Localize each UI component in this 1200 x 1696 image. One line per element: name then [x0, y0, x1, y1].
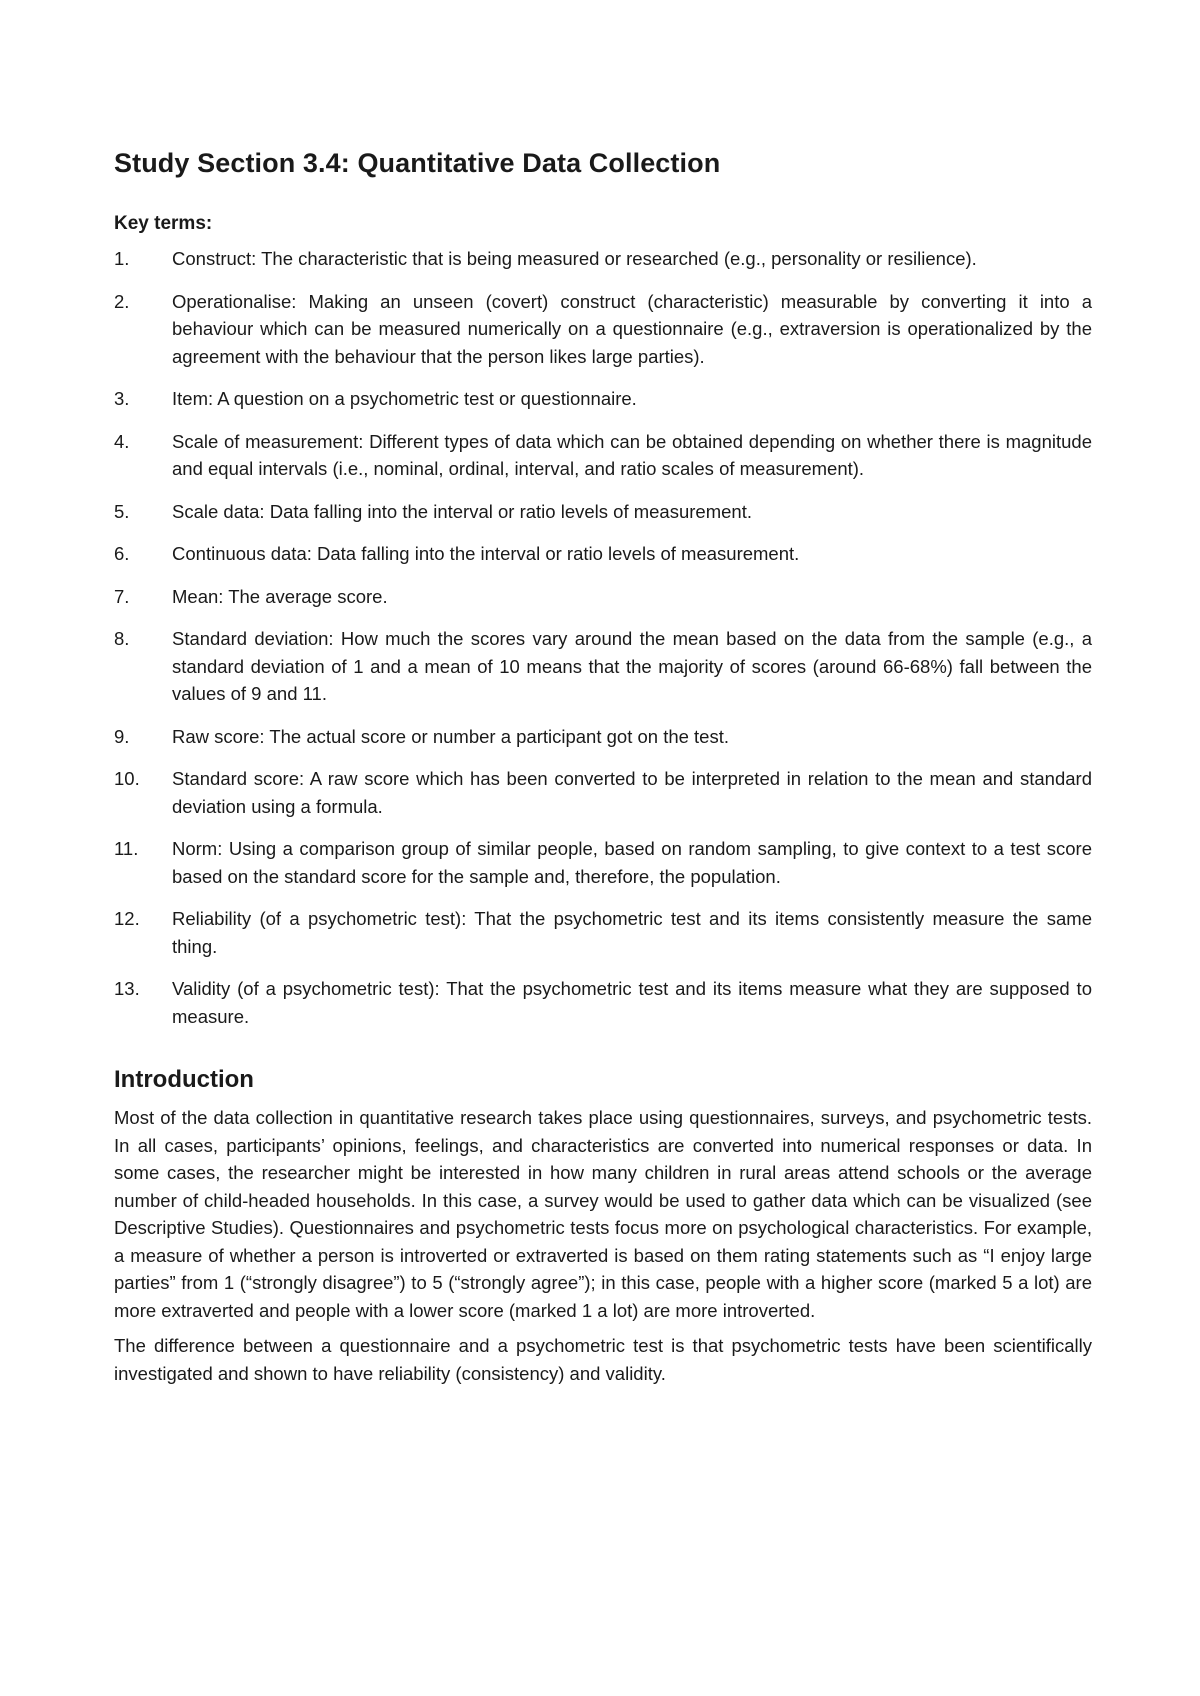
- term-text: Scale data: Data falling into the interval or ratio levels of measurement.: [172, 500, 752, 522]
- term-number: 8.: [114, 628, 130, 649]
- term-number: 13.: [114, 978, 140, 999]
- term-text: Mean: The average score.: [172, 585, 388, 607]
- term-number: 3.: [114, 388, 130, 409]
- intro-paragraph: Most of the data collection in quantitative research takes place using questionnaires, surveys, and psychometric tests. In all cases, participants’ opinions, feelings, and characteristics are converted into numerical responses or data. In some cases, the researcher might be interested in how many children in rural areas attend schools or the average number of child-headed households. In this case, a survey would be used to gather data which can be visualized (see Descriptive Studies). Questionnaires and psychometric tests focus more on psychological characteristics. For example, a measure of whether a person is introverted or extraverted is based on them rating statements such as “I enjoy large parties” from 1 (“strongly disagree”) to 5 (“strongly agree”); in this case, people with a higher score (marked 5 a lot) are more extraverted and people with a lower score (marked 1 a lot) are more introverted.: [114, 1107, 1092, 1321]
- term-number: 6.: [114, 543, 130, 564]
- term-text: Reliability (of a psychometric test): That the psychometric test and its items consistently measure the same thing.: [172, 908, 1092, 957]
- term-number: 1.: [114, 248, 130, 269]
- term-number: 2.: [114, 290, 130, 312]
- list-item: [114, 905, 1092, 960]
- list-item: [114, 835, 1092, 890]
- term-number: 10.: [114, 768, 140, 789]
- list-item: [114, 975, 1092, 1030]
- list-item: [114, 498, 1092, 526]
- term-number: 11.: [114, 838, 139, 859]
- introduction-heading: Introduction: [114, 1066, 254, 1093]
- list-item: [114, 385, 1092, 413]
- term-number: 5.: [114, 500, 130, 522]
- term-number: 7.: [114, 585, 130, 607]
- term-text: Operationalise: Making an unseen (covert) construct (characteristic) measurable by converting it into a behaviour which can be measured numerically on a questionnaire (e.g., extraversion is operationalized by the agreement with the behaviour that the person likes large parties).: [172, 290, 1092, 367]
- term-text: Norm: Using a comparison group of similar people, based on random sampling, to give context to a test score based on the standard score for the sample and, therefore, the population.: [172, 838, 1092, 887]
- list-item: [114, 428, 1092, 483]
- list-item: [114, 540, 1092, 568]
- list-item: [114, 625, 1092, 708]
- term-number: 4.: [114, 430, 130, 452]
- term-text: Construct: The characteristic that is being measured or researched (e.g., personality or resilience).: [172, 248, 977, 269]
- term-text: Continuous data: Data falling into the interval or ratio levels of measurement.: [172, 543, 800, 564]
- term-text: Scale of measurement: Different types of data which can be obtained depending on whether there is magnitude and equal intervals (i.e., nominal, ordinal, interval, and ratio scales of measurement).: [172, 430, 1092, 479]
- intro-paragraph: The difference between a questionnaire and a psychometric test is that psychometric tests have been scientifically investigated and shown to have reliability (consistency) and validity.: [114, 1335, 1092, 1384]
- term-text: Standard score: A raw score which has been converted to be interpreted in relation to the mean and standard deviation using a formula.: [172, 768, 1092, 817]
- term-text: Raw score: The actual score or number a participant got on the test.: [172, 725, 730, 747]
- term-number: 12.: [114, 908, 140, 929]
- term-text: Standard deviation: How much the scores vary around the mean based on the data from the sample (e.g., a standard deviation of 1 and a mean of 10 means that the majority of scores (around 66-68%) fall between the values of 9 and 11.: [172, 628, 1092, 704]
- list-item: [114, 288, 1092, 371]
- page-title: Study Section 3.4: Quantitative Data Collection: [114, 148, 721, 178]
- term-text: Item: A question on a psychometric test or questionnaire.: [172, 388, 637, 409]
- list-item: [114, 723, 1092, 751]
- term-number: 9.: [114, 725, 130, 747]
- key-terms-heading: Key terms:: [114, 213, 213, 234]
- list-item: [114, 245, 1092, 273]
- list-item: [114, 583, 1092, 611]
- list-item: [114, 765, 1092, 820]
- term-text: Validity (of a psychometric test): That the psychometric test and its items measure what they are supposed to measure.: [172, 978, 1092, 1027]
- key-terms-list: [114, 245, 1092, 1030]
